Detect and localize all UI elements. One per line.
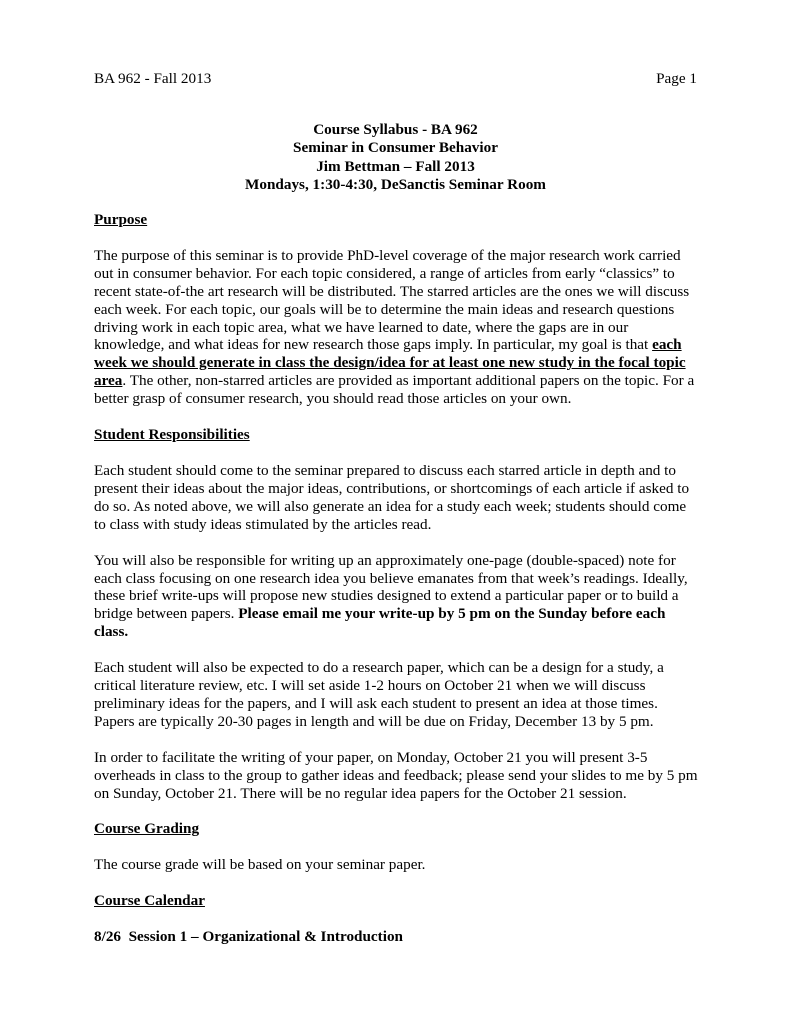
responsibilities-heading: Student Responsibilities xyxy=(94,426,250,444)
responsibilities-paragraph-1: Each student should come to the seminar prepared to discuss each starred article in depth and to present their ideas about the major ideas, contributions, or shortcomings of each article if asked to do so. As noted above, we will also generate an idea for a study each week; students should come to class with study ideas stimulated by the articles read. xyxy=(94,461,690,533)
calendar-heading: Course Calendar xyxy=(94,892,205,910)
syllabus-body xyxy=(94,211,700,946)
title-line-schedule: Mondays, 1:30-4:30, DeSanctis Seminar Room xyxy=(245,176,546,194)
title-line-course: Course Syllabus - BA 962 xyxy=(313,121,478,138)
page-header xyxy=(94,70,697,88)
purpose-paragraph xyxy=(94,247,700,408)
responsibilities-paragraph-3: Each student will also be expected to do a research paper, which can be a design for a study, a critical literature review, etc. I will set aside 1-2 hours on October 21 when we will discuss preliminary ideas for the papers, and I will ask each student to present an idea at those times. Papers are typically 20-30 pages in length and will be due on Friday, December 13 by 5 pm. xyxy=(94,659,664,730)
header-course-term: BA 962 - Fall 2013 xyxy=(94,70,212,87)
purpose-emphasis: each week we should generate in class the design/idea for at least one new study in the focal topic area xyxy=(94,336,686,390)
writeup-text: You will also be responsible for writing up an approximately one-page (double-spaced) note for each class focusing on one research idea you believe emanates from that week’s readings. Ideally, these brief write-ups will propose new studies designed to extend a particular paper or to build a bridge between papers. xyxy=(94,551,688,623)
purpose-text-before: The purpose of this seminar is to provide PhD-level coverage of the major research work carried out in consumer behavior. For each topic considered, a range of articles from early “classics” to recent state-of-the art research will be distributed. The starred articles are the ones we will discuss each week. For each topic, our goals will be to determine the main ideas and research questions driving work in each topic area, what we have learned to date, where the gaps are in our knowledge, and what ideas for new research those gaps imply. In particular, my goal is that xyxy=(94,246,690,354)
grading-paragraph: The course grade will be based on your seminar paper. xyxy=(94,856,426,874)
purpose-heading: Purpose xyxy=(94,211,148,228)
title-line-instructor: Jim Bettman – Fall 2013 xyxy=(316,157,475,175)
grading-heading: Course Grading xyxy=(94,820,200,838)
syllabus-title-block xyxy=(94,121,697,195)
writeup-deadline: Please email me your write-up by 5 pm on the Sunday before each class. xyxy=(94,605,666,641)
title-line-seminar: Seminar in Consumer Behavior xyxy=(293,139,498,157)
purpose-text-after: . The other, non-starred articles are provided as important additional papers on the topic. For a better grasp of consumer research, you should read those articles on your own. xyxy=(94,372,695,408)
calendar-session-1: 8/26 Session 1 – Organizational & Introduction xyxy=(94,928,403,946)
header-page-number: Page 1 xyxy=(656,70,697,87)
responsibilities-paragraph-4: In order to facilitate the writing of your paper, on Monday, October 21 you will present 3-5 overheads in class to the group to gather ideas and feedback; please send your slides to me by 5 pm on Sunday, October 21. There will be no regular idea papers for the October 21 session. xyxy=(94,748,698,802)
responsibilities-paragraph-2 xyxy=(94,552,700,642)
